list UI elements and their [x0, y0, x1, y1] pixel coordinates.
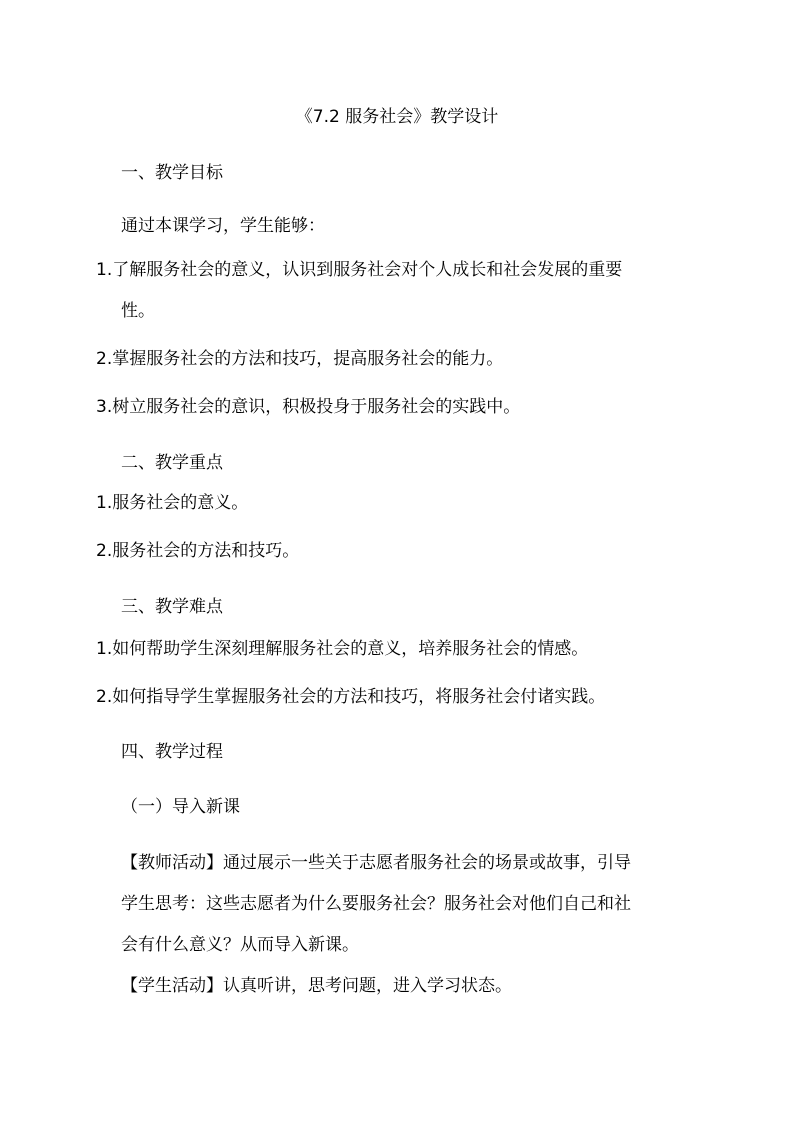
section-heading-difficulties: 三、教学难点: [121, 597, 223, 617]
key-point-item-2: 2.服务社会的方法和技巧。: [96, 541, 300, 561]
objective-item-1: 1.了解服务社会的意义，认识到服务社会对个人成长和社会发展的重要: [96, 260, 623, 280]
document-title: 《7.2 服务社会》教学设计: [295, 107, 499, 127]
teacher-activity-line-3: 会有什么意义？从而导入新课。: [121, 935, 359, 955]
objective-item-3: 3.树立服务社会的意识，积极投身于服务社会的实践中。: [96, 397, 521, 417]
section-heading-process: 四、教学过程: [121, 742, 223, 762]
objectives-intro: 通过本课学习，学生能够：: [121, 216, 325, 236]
key-point-item-1: 1.服务社会的意义。: [96, 493, 249, 513]
teacher-activity-line-2: 学生思考：这些志愿者为什么要服务社会？服务社会对他们自己和社: [121, 894, 631, 914]
section-heading-key-points: 二、教学重点: [121, 453, 223, 473]
objective-item-2: 2.掌握服务社会的方法和技巧，提高服务社会的能力。: [96, 349, 504, 369]
objective-item-1-continued: 性。: [121, 301, 155, 321]
student-activity: 【学生活动】认真听讲，思考问题，进入学习状态。: [121, 976, 512, 996]
difficulty-item-1: 1.如何帮助学生深刻理解服务社会的意义，培养服务社会的情感。: [96, 639, 589, 659]
teacher-activity-line-1: 【教师活动】通过展示一些关于志愿者服务社会的场景或故事，引导: [121, 853, 631, 873]
difficulty-item-2: 2.如何指导学生掌握服务社会的方法和技巧，将服务社会付诸实践。: [96, 687, 606, 707]
subsection-heading-introduction: （一）导入新课: [121, 797, 240, 817]
section-heading-objectives: 一、教学目标: [121, 163, 223, 183]
